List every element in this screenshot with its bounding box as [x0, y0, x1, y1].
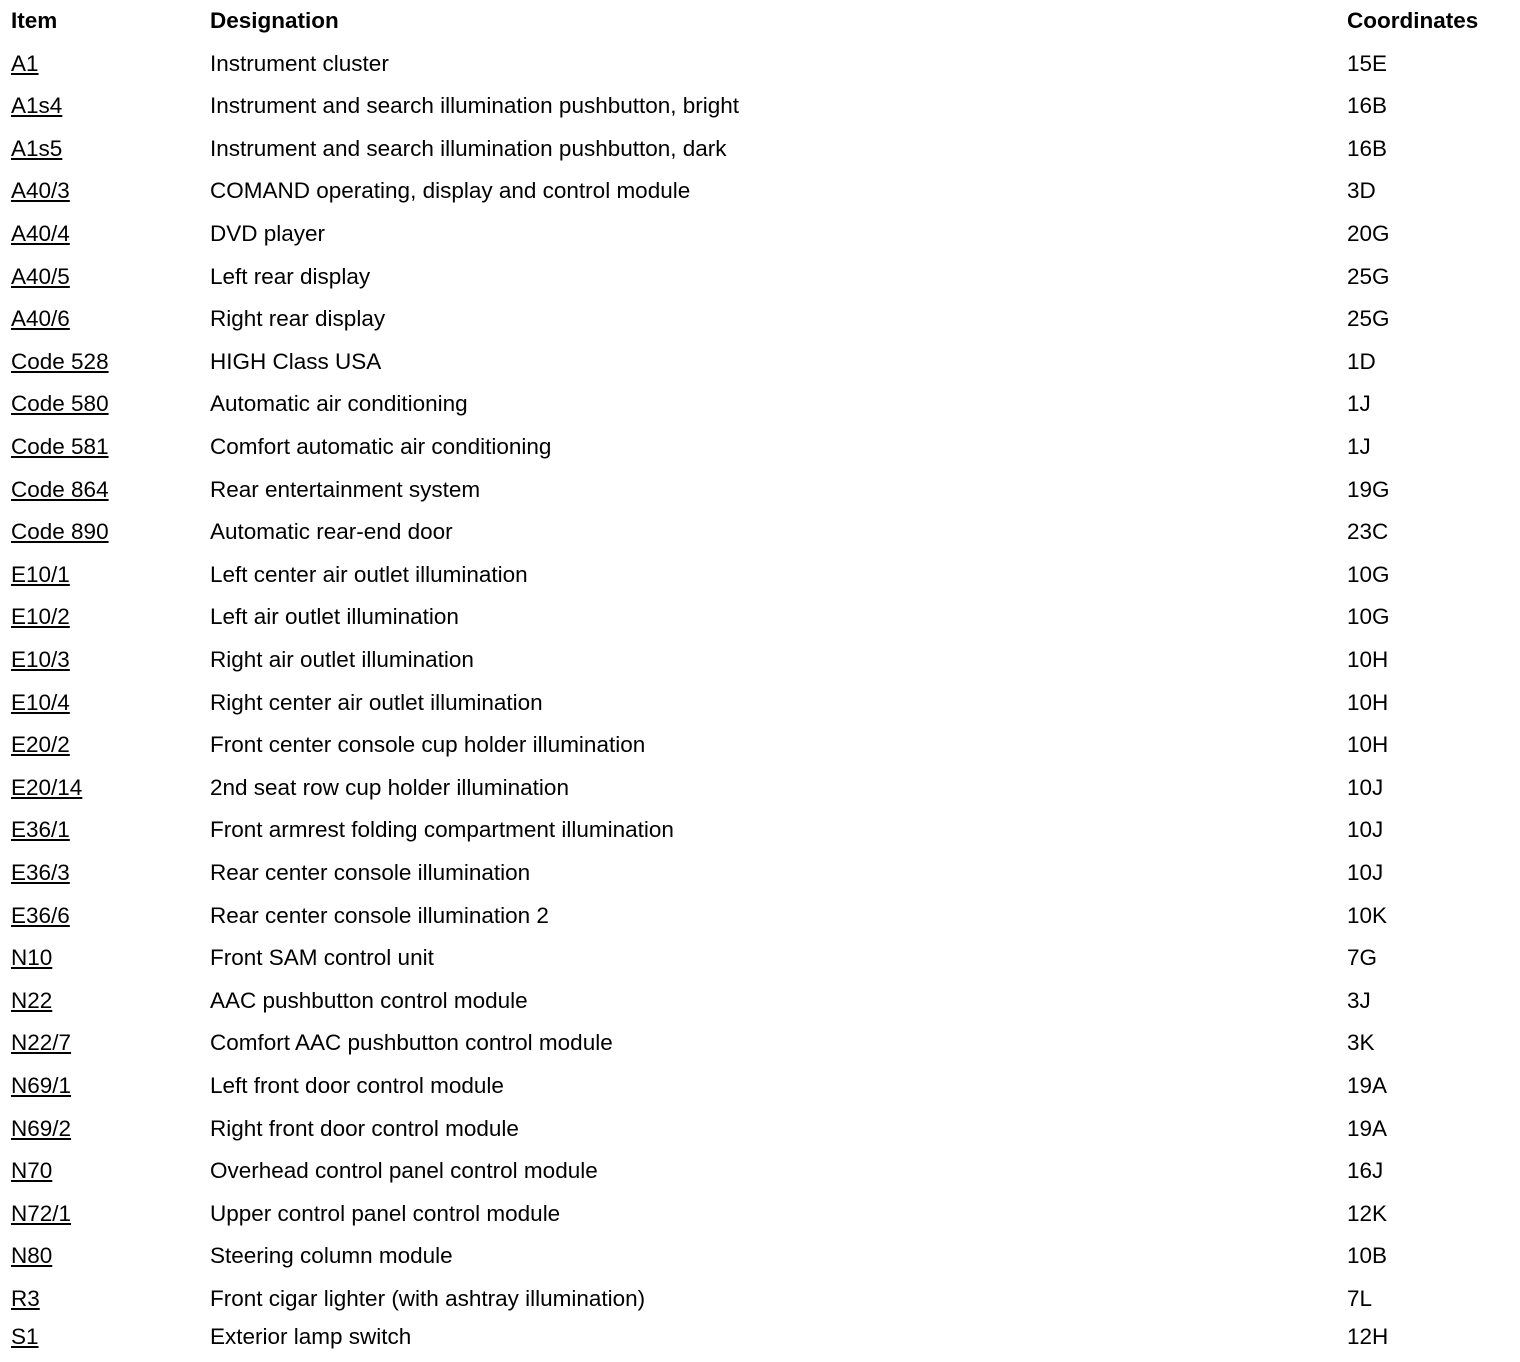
item-link[interactable]: E20/2	[11, 732, 70, 757]
item-link[interactable]: E10/2	[11, 604, 70, 629]
coordinates-cell: 12H	[1347, 1324, 1389, 1349]
coordinates-cell: 16B	[1347, 93, 1388, 118]
item-link[interactable]: N69/2	[11, 1116, 72, 1141]
table-row	[0, 1235, 1520, 1277]
coordinates-cell: 19G	[1347, 477, 1390, 502]
item-link[interactable]: Code 581	[11, 434, 109, 459]
item-link[interactable]: E10/1	[11, 562, 70, 587]
table-row	[0, 1316, 1520, 1358]
table-row	[0, 341, 1520, 383]
item-link[interactable]: R3	[11, 1286, 40, 1311]
coordinates-cell: 10J	[1347, 817, 1384, 842]
item-link[interactable]: N72/1	[11, 1201, 72, 1226]
coordinates-cell: 1D	[1347, 349, 1376, 374]
designation-cell: Rear center console illumination 2	[210, 903, 549, 928]
item-link[interactable]: Code 864	[11, 477, 109, 502]
designation-cell: Front armrest folding compartment illumination	[210, 817, 674, 842]
coordinates-cell: 10G	[1347, 604, 1390, 629]
designation-cell: Exterior lamp switch	[210, 1324, 412, 1349]
coordinates-cell: 10G	[1347, 562, 1390, 587]
item-link[interactable]: E10/3	[11, 647, 70, 672]
table-row	[0, 426, 1520, 468]
designation-cell: HIGH Class USA	[210, 349, 382, 374]
designation-cell: Instrument and search illumination pushbutton, bright	[210, 93, 740, 118]
item-link[interactable]: Code 890	[11, 519, 109, 544]
coordinates-cell: 10J	[1347, 860, 1384, 885]
table-row	[0, 639, 1520, 681]
coordinates-cell: 19A	[1347, 1116, 1388, 1141]
item-link[interactable]: N80	[11, 1243, 53, 1268]
table-row	[0, 1108, 1520, 1150]
coordinates-cell: 16B	[1347, 136, 1388, 161]
item-link[interactable]: N69/1	[11, 1073, 72, 1098]
table-row	[0, 937, 1520, 979]
designation-cell: Comfort AAC pushbutton control module	[210, 1030, 613, 1055]
coordinates-cell: 1J	[1347, 434, 1371, 459]
designation-cell: Left center air outlet illumination	[210, 562, 528, 587]
designation-cell: Left air outlet illumination	[210, 604, 459, 629]
item-link[interactable]: Code 528	[11, 349, 109, 374]
table-row	[0, 1278, 1520, 1320]
table-row	[0, 1150, 1520, 1192]
item-link[interactable]: A40/4	[11, 221, 70, 246]
item-link[interactable]: A1s5	[11, 136, 63, 161]
coordinates-cell: 15E	[1347, 51, 1388, 76]
table-row	[0, 256, 1520, 298]
coordinates-cell: 7G	[1347, 945, 1378, 970]
item-link[interactable]: A40/5	[11, 264, 70, 289]
item-link[interactable]: N70	[11, 1158, 53, 1183]
coordinates-cell: 3D	[1347, 178, 1376, 203]
item-link[interactable]: E20/14	[11, 775, 83, 800]
coordinates-cell: 3K	[1347, 1030, 1375, 1055]
designation-cell: Instrument cluster	[210, 51, 389, 76]
coordinates-cell: 25G	[1347, 306, 1390, 331]
coordinates-cell: 20G	[1347, 221, 1390, 246]
item-link[interactable]: Code 580	[11, 391, 109, 416]
coordinates-column-header: Coordinates	[1347, 8, 1479, 33]
item-link[interactable]: A40/6	[11, 306, 70, 331]
table-row	[0, 511, 1520, 553]
item-link[interactable]: A1	[11, 51, 39, 76]
designation-cell: Upper control panel control module	[210, 1201, 561, 1226]
coordinates-cell: 10H	[1347, 647, 1389, 672]
table-header-row	[0, 0, 1520, 42]
item-link[interactable]: N22/7	[11, 1030, 72, 1055]
table-row	[0, 724, 1520, 766]
table-row	[0, 1022, 1520, 1064]
designation-cell: Automatic air conditioning	[210, 391, 468, 416]
table-row	[0, 852, 1520, 894]
table-row	[0, 1065, 1520, 1107]
coordinates-cell: 3J	[1347, 988, 1371, 1013]
table-row	[0, 383, 1520, 425]
designation-cell: Automatic rear-end door	[210, 519, 453, 544]
table-row	[0, 682, 1520, 724]
designation-cell: Right air outlet illumination	[210, 647, 474, 672]
item-link[interactable]: E10/4	[11, 690, 70, 715]
table-row	[0, 809, 1520, 851]
table-row	[0, 895, 1520, 937]
item-link[interactable]: S1	[11, 1324, 39, 1349]
table-row	[0, 213, 1520, 255]
designation-column-header: Designation	[210, 8, 339, 33]
coordinates-cell: 7L	[1347, 1286, 1373, 1311]
designation-cell: Left front door control module	[210, 1073, 504, 1098]
coordinates-cell: 16J	[1347, 1158, 1384, 1183]
designation-cell: Rear entertainment system	[210, 477, 481, 502]
item-link[interactable]: N22	[11, 988, 53, 1013]
table-row	[0, 85, 1520, 127]
table-row	[0, 43, 1520, 85]
designation-cell: Left rear display	[210, 264, 371, 289]
coordinates-cell: 10K	[1347, 903, 1388, 928]
designation-cell: Front center console cup holder illumination	[210, 732, 646, 757]
item-link[interactable]: E36/6	[11, 903, 70, 928]
coordinates-cell: 25G	[1347, 264, 1390, 289]
designation-cell: Rear center console illumination	[210, 860, 531, 885]
coordinates-cell: 10H	[1347, 690, 1389, 715]
table-row	[0, 128, 1520, 170]
designation-cell: Comfort automatic air conditioning	[210, 434, 552, 459]
table-row	[0, 469, 1520, 511]
table-row	[0, 980, 1520, 1022]
table-row	[0, 596, 1520, 638]
table-row	[0, 170, 1520, 212]
designation-cell: DVD player	[210, 221, 326, 246]
item-column-header: Item	[11, 8, 58, 33]
table-row	[0, 1193, 1520, 1235]
coordinates-cell: 19A	[1347, 1073, 1388, 1098]
item-link[interactable]: N10	[11, 945, 53, 970]
table-row	[0, 767, 1520, 809]
designation-cell: 2nd seat row cup holder illumination	[210, 775, 569, 800]
coordinates-cell: 10J	[1347, 775, 1384, 800]
coordinates-cell: 10H	[1347, 732, 1389, 757]
designation-cell: Overhead control panel control module	[210, 1158, 598, 1183]
designation-cell: Steering column module	[210, 1243, 453, 1268]
designation-cell: Instrument and search illumination pushbutton, dark	[210, 136, 727, 161]
designation-cell: COMAND operating, display and control module	[210, 178, 691, 203]
designation-cell: Right center air outlet illumination	[210, 690, 543, 715]
coordinates-cell: 12K	[1347, 1201, 1388, 1226]
designation-cell: Front cigar lighter (with ashtray illumination)	[210, 1286, 646, 1311]
designation-cell: Right front door control module	[210, 1116, 519, 1141]
item-link[interactable]: A40/3	[11, 178, 70, 203]
coordinates-cell: 23C	[1347, 519, 1389, 544]
designation-cell: Front SAM control unit	[210, 945, 434, 970]
coordinates-cell: 10B	[1347, 1243, 1388, 1268]
table-row	[0, 554, 1520, 596]
item-link[interactable]: E36/3	[11, 860, 70, 885]
table-row	[0, 298, 1520, 340]
designation-cell: AAC pushbutton control module	[210, 988, 528, 1013]
item-link[interactable]: E36/1	[11, 817, 70, 842]
item-link[interactable]: A1s4	[11, 93, 63, 118]
coordinates-cell: 1J	[1347, 391, 1371, 416]
designation-cell: Right rear display	[210, 306, 386, 331]
